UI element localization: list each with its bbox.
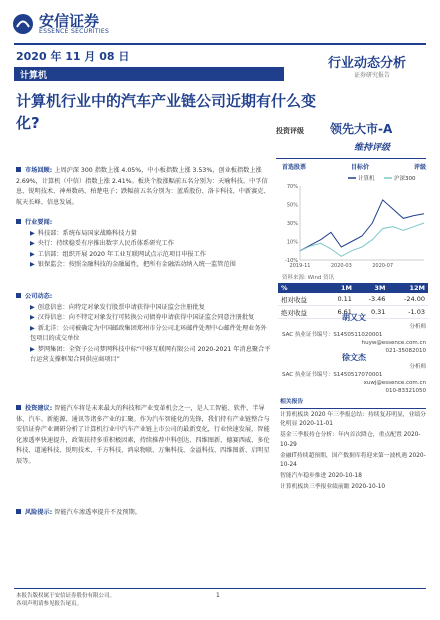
list-item: ▶ 汉得信息：向不特定对象发行可转换公司债券申请获得中国证监会同意注册批复 bbox=[30, 314, 255, 321]
investment-advice-label: 投资建议: bbox=[25, 405, 53, 412]
y-tick-label: 50% bbox=[286, 202, 298, 209]
list-item: ▶ 新北洋：公司被确定为中国邮政集团郑州市分公司北环邮件处理中心邮件处理业务外包项目的成交单位 bbox=[30, 324, 267, 342]
related-report-link[interactable]: 金融IT持续超预期，国产数据库将迎来第一波机遇 2020-10-24 bbox=[280, 452, 426, 468]
arrow-bullet-icon: ▶ bbox=[30, 345, 35, 353]
analyst-title: 分析师 bbox=[409, 364, 426, 370]
investment-advice-text: 智能汽车将是未来最大的科技和产业变革机会之一，是人工智能、软件、半导体、汽车、新能源、通讯等诸多产业的汇聚。作为汽车智能化的先锋，我们持有产业链整合与安信证券产业调研分析了计算机行业中汽车产业链上市公司的最新变化，行业快速发展，智能化渗透率快速提升，政策扶持多重积极因素，持续推荐中科创达、四维图新、德赛西威、多伦科技、道通科技、锐明技术、千方科技、鸿泉物联、万集科技、金溢科技、四维图新、启明星辰等。 bbox=[16, 405, 270, 465]
list-item: ▶ 银保监会：按照金融科技的金融属性，把所有金融活动纳入统一监管范围 bbox=[30, 261, 236, 268]
investment-advice-section bbox=[16, 404, 272, 467]
table-cell: 0.31 bbox=[355, 306, 388, 319]
series-line bbox=[300, 223, 424, 256]
market-review-label: 市场回顾: bbox=[25, 167, 53, 174]
bullet-square-icon bbox=[16, 219, 21, 224]
related-reports bbox=[280, 398, 426, 494]
market-review-section bbox=[16, 166, 272, 208]
legend-label: 沪深300 bbox=[394, 176, 416, 182]
analyst-cert: SAC 执业证书编号：S1450517070001 bbox=[282, 372, 383, 378]
arrow-bullet-icon: ▶ bbox=[30, 240, 35, 247]
bullet-square-icon bbox=[16, 405, 21, 410]
arrow-bullet-icon: ▶ bbox=[30, 261, 35, 268]
company-news-label: 公司动态: bbox=[25, 293, 53, 300]
report-type: 行业动态分析 bbox=[328, 56, 407, 71]
logo-mark-icon bbox=[12, 13, 34, 35]
analyst-cert: SAC 执业证书编号：S1450511020001 bbox=[282, 332, 383, 338]
company-name-en: ESSENCE SECURITIES bbox=[39, 27, 110, 35]
footer bbox=[16, 592, 115, 608]
x-tick-label: 2020-07 bbox=[372, 263, 394, 269]
industry-news-section bbox=[16, 218, 272, 271]
list-item: ▶ 创意信息：向特定对象发行股票申请获得中国证监会注册批复 bbox=[30, 303, 205, 311]
report-date: 2020 年 11 月 08 日 bbox=[16, 50, 130, 63]
industry-bar bbox=[14, 67, 284, 81]
rating-maintain: 维持评级 bbox=[354, 143, 391, 153]
x-tick-label: 2019-11 bbox=[289, 263, 311, 269]
table-cell: 6.61 bbox=[325, 306, 355, 319]
table-cell: 相对收益 bbox=[278, 293, 325, 306]
table-row bbox=[278, 293, 428, 306]
table-cell: 0.11 bbox=[325, 293, 355, 306]
y-tick-label: 30% bbox=[286, 221, 298, 227]
performance-header bbox=[282, 162, 426, 171]
list-item: ▶ 科技部：系统布局国家战略科技力量 bbox=[30, 229, 137, 237]
analyst-card bbox=[282, 354, 426, 395]
industry-label: 计算机 bbox=[20, 71, 48, 81]
rating-value: 领先大市-A bbox=[330, 122, 393, 136]
y-tick-label: -10% bbox=[285, 258, 298, 264]
risk-label: 风险提示: bbox=[25, 509, 53, 516]
report-subtitle: 证券研究报告 bbox=[354, 72, 391, 79]
x-tick-label: 2020-03 bbox=[330, 263, 352, 269]
industry-news-label: 行业要闻: bbox=[25, 219, 53, 226]
table-header-cell: 12M bbox=[388, 283, 428, 293]
table-cell: -24.00 bbox=[388, 293, 428, 306]
footer-copyright: 本报告版权属于安信证券股份有限公司。 bbox=[16, 593, 116, 599]
list-item: ▶ 梦网集团：全资子公司梦网科技中标“中移互联网有限公司 2020-2021 年消息聚合平台运营支撑框架合同供应商项目” bbox=[30, 345, 271, 363]
table-cell: -1.03 bbox=[388, 306, 428, 319]
rating-label: 投资评级 bbox=[276, 127, 304, 135]
arrow-bullet-icon: ▶ bbox=[30, 303, 35, 311]
performance-heading: 首选股票 bbox=[282, 164, 307, 171]
company-name-cn: 安信证券 bbox=[39, 11, 100, 30]
analyst-phone: 021-35082010 bbox=[385, 348, 426, 354]
footer-disclaimer: 各项声明请参见报告尾页。 bbox=[16, 601, 83, 607]
chart-source: 资料来源: Wind 资讯 bbox=[282, 275, 335, 281]
table-header-cell: % bbox=[278, 283, 325, 293]
analyst-card bbox=[282, 314, 426, 355]
company-news-section bbox=[16, 292, 272, 366]
analyst-phone: 010-83321050 bbox=[385, 388, 426, 394]
related-heading: 相关报告 bbox=[280, 398, 426, 409]
related-report-link[interactable]: 基金三季报持仓分析：年内首次降仓，重点配置 2020-10-29 bbox=[280, 432, 421, 448]
related-report-link[interactable]: 智能汽车稳步推进 2020-10-18 bbox=[280, 473, 362, 479]
performance-chart bbox=[278, 172, 428, 274]
arrow-bullet-icon: ▶ bbox=[30, 229, 35, 237]
series-line bbox=[300, 200, 424, 251]
related-report-link[interactable]: 计算机板块三季报业绩前瞻 2020-10-10 bbox=[280, 484, 386, 490]
report-title: 计算机行业中的汽车产业链公司近期有什么变化? bbox=[16, 92, 317, 132]
bullet-square-icon bbox=[16, 167, 21, 172]
related-report-link[interactable]: 计算机板块 2020 年三季报总结：持续复苏明显，业绩分化明显 2020-11-01 bbox=[280, 411, 426, 427]
table-cell: -3.46 bbox=[355, 293, 388, 306]
table-header-cell: 3M bbox=[355, 283, 388, 293]
y-tick-label: 70% bbox=[286, 184, 298, 190]
target-price-label: 目标价 bbox=[350, 164, 369, 171]
page-number: 1 bbox=[216, 592, 220, 599]
header-divider bbox=[14, 43, 426, 45]
table-header-row bbox=[278, 283, 428, 293]
rating-column-label: 评级 bbox=[413, 164, 426, 171]
analyst-title: 分析师 bbox=[409, 324, 426, 330]
market-review-text: 上周沪深 300 指数上涨 4.05%，中小板指数上涨 3.53%，创业板指数上涨 2.69%，计算机（中信）指数上涨 2.41%。板块个股涨幅前五名分别为：天喻科技、中孚信息、锐明技术、神州数码、柏楚电子；跌幅前五名分别为：蓝盾股份、洛卡科技、中新赛克、航天长峰、信息发展。 bbox=[16, 167, 270, 206]
company-logo bbox=[12, 10, 152, 38]
analyst-email[interactable]: huyw@essence.com.cn bbox=[361, 340, 426, 346]
y-tick-label: 10% bbox=[286, 239, 298, 246]
right-column-divider bbox=[276, 158, 426, 159]
bullet-square-icon bbox=[16, 293, 21, 298]
analyst-email[interactable]: xuwj@essence.com.cn bbox=[363, 380, 426, 386]
arrow-bullet-icon: ▶ bbox=[30, 250, 35, 258]
footer-divider bbox=[14, 588, 426, 589]
bullet-square-icon bbox=[16, 509, 21, 514]
list-item: ▶ 工信部：组织开展 2020 年工业互联网试点示范项目申报工作 bbox=[30, 250, 206, 258]
arrow-bullet-icon: ▶ bbox=[30, 324, 35, 332]
table-cell: 绝对收益 bbox=[278, 306, 325, 319]
risk-section bbox=[16, 508, 272, 519]
analyst-name: 胡又文 bbox=[342, 313, 366, 322]
analyst-name: 徐文杰 bbox=[342, 353, 366, 362]
arrow-bullet-icon: ▶ bbox=[30, 314, 35, 321]
legend-label: 计算机 bbox=[358, 176, 375, 182]
list-item: ▶ 央行：持续稳妥有序推出数字人民币体系研究工作 bbox=[30, 240, 174, 247]
risk-text: 智能汽车渗透率提升不及预期。 bbox=[54, 509, 141, 516]
table-header-cell: 1M bbox=[325, 283, 355, 293]
